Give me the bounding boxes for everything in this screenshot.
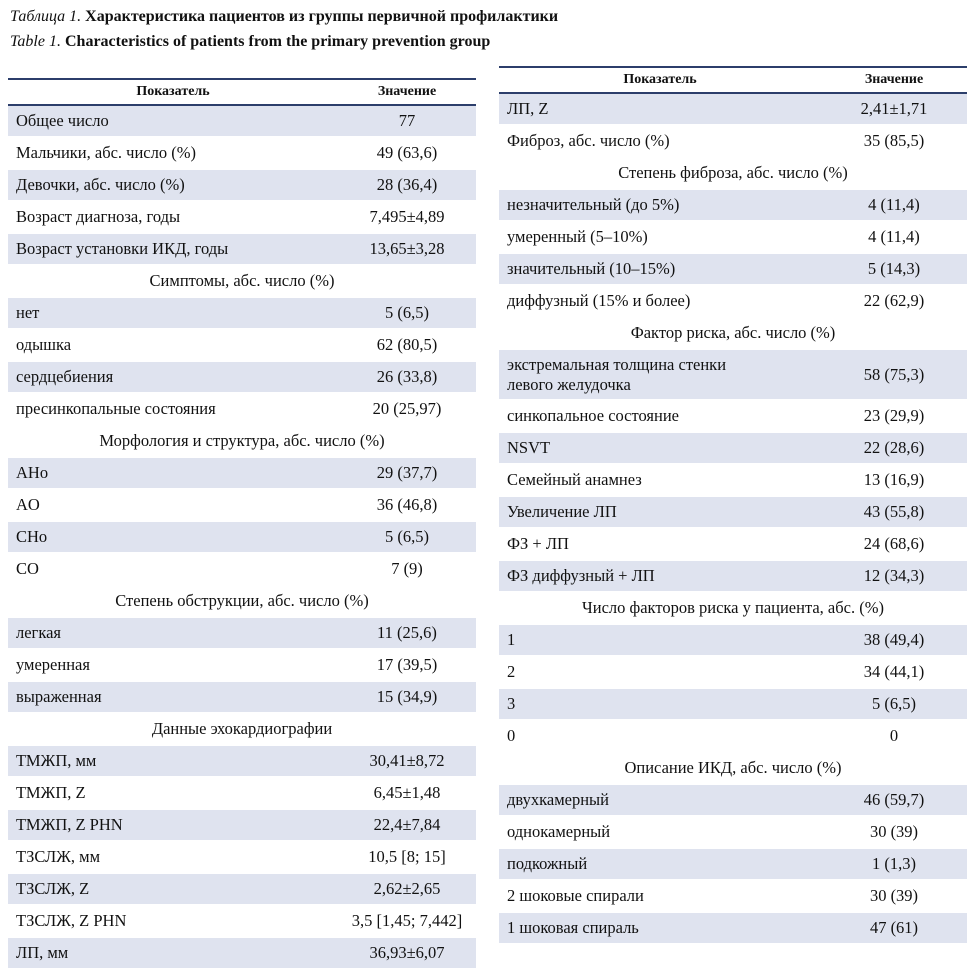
header-indicator: Показатель (499, 67, 821, 93)
row-value: 7 (9) (338, 553, 476, 585)
section-title: Описание ИКД, абс. число (%) (499, 752, 967, 784)
table-row (499, 432, 967, 464)
row-value: 5 (6,5) (338, 521, 476, 553)
row-value: 7,495±4,89 (338, 201, 476, 233)
row-label-text-line2: левого желудочка (507, 374, 631, 394)
row-label-text: CHo (16, 527, 48, 546)
table-row (8, 937, 476, 969)
section-title: Число факторов риска у пациента, абс. (%) (499, 592, 967, 624)
section-row (499, 752, 967, 784)
table-row (499, 720, 967, 752)
row-label-text: диффузный (15% и более) (507, 291, 691, 310)
row-label-text: Возраст установки ИКД, годы (16, 239, 229, 258)
row-label (499, 93, 821, 125)
table-row (8, 649, 476, 681)
row-label-text: CO (16, 559, 39, 578)
row-label-text: AHo (16, 463, 49, 482)
section-row (499, 592, 967, 624)
row-value: 2,62±2,65 (338, 873, 476, 905)
table-row (499, 784, 967, 816)
row-label (8, 841, 338, 873)
section-row (8, 425, 476, 457)
table-row (8, 905, 476, 937)
row-label-text: 1 (507, 630, 516, 649)
caption-english-label: Table 1. (10, 33, 61, 50)
row-label (499, 464, 821, 496)
header-indicator: Показатель (8, 79, 338, 105)
row-label (8, 905, 338, 937)
table-row (8, 745, 476, 777)
row-value: 38 (49,4) (821, 624, 967, 656)
row-value: 4 (11,4) (821, 189, 967, 221)
row-value: 46 (59,7) (821, 784, 967, 816)
row-value: 58 (75,3) (821, 349, 967, 400)
table-row (8, 553, 476, 585)
row-label (499, 816, 821, 848)
table-row (8, 521, 476, 553)
row-label-text: экстремальная толщина стенки (507, 354, 727, 374)
row-label-text: одышка (16, 335, 72, 354)
row-label (499, 125, 821, 157)
section-row (499, 157, 967, 189)
row-value: 23 (29,9) (821, 400, 967, 432)
row-label-text: ЛП, мм (16, 943, 69, 962)
table-row (8, 873, 476, 905)
row-value: 35 (85,5) (821, 125, 967, 157)
table-row (8, 841, 476, 873)
row-label (499, 528, 821, 560)
section-row (8, 585, 476, 617)
row-label-text: ТЗСЛЖ, Z (16, 879, 90, 898)
row-label-text: Увеличение ЛП (507, 502, 617, 521)
row-label-text: 1 шоковая спираль (507, 918, 639, 937)
table-row (499, 624, 967, 656)
section-title: Морфология и структура, абс. число (%) (8, 425, 476, 457)
section-title: Степень фиброза, абс. число (%) (499, 157, 967, 189)
row-label-text: незначительный (до 5%) (507, 195, 680, 214)
row-value: 34 (44,1) (821, 656, 967, 688)
header-value: Значение (338, 79, 476, 105)
row-label-text: Мальчики, абс. число (%) (16, 143, 196, 162)
table-row (499, 253, 967, 285)
row-value: 0 (821, 720, 967, 752)
table-row (8, 201, 476, 233)
table-row (8, 233, 476, 265)
row-value: 22 (28,6) (821, 432, 967, 464)
row-label (499, 285, 821, 317)
row-label-text: однокамерный (507, 822, 611, 841)
row-label (8, 521, 338, 553)
table-row (499, 93, 967, 125)
row-value: 22 (62,9) (821, 285, 967, 317)
table-row (8, 393, 476, 425)
table-row (499, 880, 967, 912)
row-label (8, 457, 338, 489)
row-value: 1 (1,3) (821, 848, 967, 880)
row-label-text: нет (16, 303, 40, 322)
section-title: Симптомы, абс. число (%) (8, 265, 476, 297)
row-label-text: AO (16, 495, 40, 514)
row-label-text: выраженная (16, 687, 102, 706)
row-value: 36,93±6,07 (338, 937, 476, 969)
row-label (8, 137, 338, 169)
row-value: 13,65±3,28 (338, 233, 476, 265)
row-value: 5 (6,5) (821, 688, 967, 720)
table-row (499, 464, 967, 496)
row-label-text: умеренный (5–10%) (507, 227, 648, 246)
header-value: Значение (821, 67, 967, 93)
row-label (8, 169, 338, 201)
table-row (8, 489, 476, 521)
row-label (8, 361, 338, 393)
row-label (8, 745, 338, 777)
table-row (499, 656, 967, 688)
row-value: 6,45±1,48 (338, 777, 476, 809)
row-label-text: ТЗСЛЖ, Z PHN (16, 911, 127, 930)
row-label-text: ТМЖП, Z PHN (16, 815, 123, 834)
row-label-text: ФЗ + ЛП (507, 534, 569, 553)
row-label (499, 784, 821, 816)
row-label (499, 912, 821, 944)
row-value: 20 (25,97) (338, 393, 476, 425)
table-row (499, 400, 967, 432)
table-row (8, 137, 476, 169)
row-label (8, 873, 338, 905)
table-left (8, 78, 476, 970)
row-label (499, 880, 821, 912)
row-label-text: подкожный (507, 854, 588, 873)
table-row (499, 285, 967, 317)
row-label (499, 560, 821, 592)
section-title: Фактор риска, абс. число (%) (499, 317, 967, 349)
row-label-text: Общее число (16, 111, 109, 130)
row-value: 30 (39) (821, 816, 967, 848)
row-label (499, 349, 821, 400)
row-label (499, 221, 821, 253)
caption-english-title: Characteristics of patients from the primary prevention group (64, 33, 491, 50)
row-value: 30 (39) (821, 880, 967, 912)
row-label-text: ФЗ диффузный + ЛП (507, 566, 655, 585)
row-label (8, 809, 338, 841)
row-value: 47 (61) (821, 912, 967, 944)
table-row (8, 681, 476, 713)
row-label (499, 656, 821, 688)
row-value: 13 (16,9) (821, 464, 967, 496)
row-label (8, 649, 338, 681)
row-label (499, 189, 821, 221)
row-label (8, 681, 338, 713)
row-value: 10,5 [8; 15] (338, 841, 476, 873)
row-label (499, 688, 821, 720)
row-label (8, 937, 338, 969)
row-label-text: ТЗСЛЖ, мм (16, 847, 101, 866)
table-row (499, 349, 967, 400)
row-value: 5 (14,3) (821, 253, 967, 285)
row-label (8, 489, 338, 521)
row-value: 49 (63,6) (338, 137, 476, 169)
row-value: 17 (39,5) (338, 649, 476, 681)
table-header-row (499, 67, 967, 93)
row-label (499, 432, 821, 464)
row-label-text: 2 (507, 662, 516, 681)
table-row (8, 617, 476, 649)
row-label (8, 297, 338, 329)
table-row (8, 297, 476, 329)
row-value: 77 (338, 105, 476, 137)
row-value: 24 (68,6) (821, 528, 967, 560)
row-label (499, 720, 821, 752)
row-value: 4 (11,4) (821, 221, 967, 253)
row-label-text: пресинкопальные состояния (16, 399, 216, 418)
row-label (8, 105, 338, 137)
table-row (8, 105, 476, 137)
row-value: 36 (46,8) (338, 489, 476, 521)
caption-russian-label: Таблица 1. (10, 8, 82, 25)
row-label (499, 624, 821, 656)
row-label-text: сердцебиения (16, 367, 114, 386)
row-value: 22,4±7,84 (338, 809, 476, 841)
row-label-text: синкопальное состояние (507, 406, 680, 425)
row-label-text: значительный (10–15%) (507, 259, 676, 278)
row-label-text: Девочки, абс. число (%) (16, 175, 185, 194)
table-row (499, 816, 967, 848)
row-value: 43 (55,8) (821, 496, 967, 528)
table-row (499, 125, 967, 157)
row-value: 11 (25,6) (338, 617, 476, 649)
table-row (499, 496, 967, 528)
row-label-text: ЛП, Z (507, 99, 549, 118)
row-label (8, 393, 338, 425)
row-label-text: легкая (16, 623, 62, 642)
caption-english (10, 32, 490, 52)
row-value: 5 (6,5) (338, 297, 476, 329)
row-label (499, 848, 821, 880)
row-label (8, 777, 338, 809)
row-value: 30,41±8,72 (338, 745, 476, 777)
caption-russian (10, 7, 558, 27)
row-label (499, 253, 821, 285)
table-row (8, 329, 476, 361)
row-value: 3,5 [1,45; 7,442] (338, 905, 476, 937)
table-row (8, 809, 476, 841)
table-row (8, 361, 476, 393)
row-label-text: умеренная (16, 655, 90, 674)
row-label-text: Семейный анамнез (507, 470, 642, 489)
table-row (499, 221, 967, 253)
row-label (8, 201, 338, 233)
row-label-text: 0 (507, 726, 516, 745)
table-row (499, 528, 967, 560)
table-row (8, 457, 476, 489)
section-row (499, 317, 967, 349)
section-row (8, 713, 476, 745)
table-row (499, 848, 967, 880)
row-label (8, 329, 338, 361)
row-value: 26 (33,8) (338, 361, 476, 393)
row-label-text: ТМЖП, мм (16, 751, 97, 770)
table-right (499, 66, 967, 945)
table-row (499, 189, 967, 221)
section-title: Степень обструкции, абс. число (%) (8, 585, 476, 617)
row-label-text: двухкамерный (507, 790, 609, 809)
row-value: 15 (34,9) (338, 681, 476, 713)
row-label (8, 617, 338, 649)
section-row (8, 265, 476, 297)
row-label-text: ТМЖП, Z (16, 783, 86, 802)
row-label-text: 3 (507, 694, 516, 713)
table-row (8, 777, 476, 809)
table-row (499, 560, 967, 592)
row-label-text: 2 шоковые спирали (507, 886, 644, 905)
row-label (8, 553, 338, 585)
row-label (499, 496, 821, 528)
row-value: 29 (37,7) (338, 457, 476, 489)
row-label (499, 400, 821, 432)
table-row (499, 688, 967, 720)
row-label-text: Фиброз, абс. число (%) (507, 131, 670, 150)
row-value: 12 (34,3) (821, 560, 967, 592)
table-row (8, 169, 476, 201)
table-header-row (8, 79, 476, 105)
row-label-text: Возраст диагноза, годы (16, 207, 181, 226)
row-label-text: NSVT (507, 438, 551, 457)
row-value: 2,41±1,71 (821, 93, 967, 125)
row-value: 62 (80,5) (338, 329, 476, 361)
table-row (499, 912, 967, 944)
caption-russian-title: Характеристика пациентов из группы первичной профилактики (85, 8, 559, 25)
section-title: Данные эхокардиографии (8, 713, 476, 745)
row-label (8, 233, 338, 265)
row-value: 28 (36,4) (338, 169, 476, 201)
